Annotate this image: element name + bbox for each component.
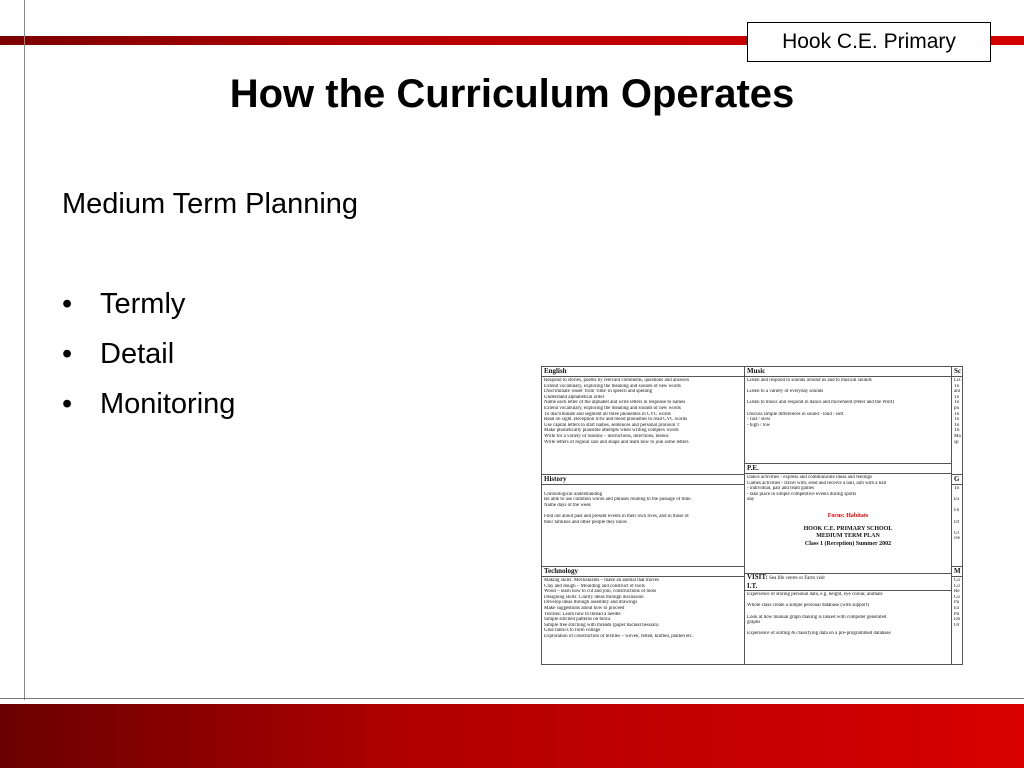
plan-text-line: Ex: [954, 497, 960, 503]
bullet-list: [62, 285, 235, 435]
plan-text-line: Chronological understanding: [544, 491, 603, 497]
science-heading: Sc: [952, 367, 963, 377]
music-body: [745, 377, 951, 429]
plan-text-line: Name each letter of the alphabet and write letters in response to names: [544, 400, 686, 406]
bullet-text: Termly: [100, 288, 186, 320]
pe-body: [745, 474, 951, 504]
plan-text-line: - take place in simple competitive events during sports: [747, 491, 857, 497]
science-section: [952, 367, 963, 475]
bullet-marker: •: [62, 288, 73, 320]
plan-text-line: Dr: [954, 519, 960, 525]
english-body: [542, 377, 744, 446]
visit-label: VISIT:: [747, 574, 768, 581]
plan-text-line: Experience of sorting & classifying data on a pre-programmed database: [747, 631, 891, 637]
plan-title-block: [745, 526, 951, 549]
footer-divider: [0, 698, 1024, 699]
plan-column-left: [542, 367, 745, 665]
plan-text-line: Develop ideas through assembly and drawings: [544, 600, 638, 606]
plan-text-line: Simple free stitching with threads (paper backed hessian): [544, 622, 659, 628]
plan-text-line: Listen to a variety of everyday sounds: [747, 389, 824, 395]
plan-text-line: anl: [954, 389, 961, 395]
plan-text-line: Discriminate 'onset' from 'rime' in speech and spelling: [544, 389, 653, 395]
plan-text-line: - individual, pair and team games: [747, 486, 814, 492]
visit-it-section: [745, 574, 951, 665]
plan-text-line: Whole class create a simple personal database (with support): [747, 603, 869, 609]
plan-text-line: Co: [954, 578, 960, 583]
technology-heading: Technology: [542, 567, 744, 577]
footer-accent-bar: [0, 704, 1024, 768]
history-body: [542, 485, 744, 526]
plan-text-line: Listen and respond to sounds around us and to musical sounds: [747, 378, 872, 383]
plan-text-line: sp: [954, 439, 959, 445]
plan-text-line: day: [747, 497, 755, 503]
music-section: [745, 367, 951, 464]
plan-text-line: Ur: [954, 530, 960, 536]
pe-section: [745, 464, 951, 574]
plan-text-line: Understand alphabetical order: [544, 394, 605, 400]
medium-term-plan-document: [541, 366, 963, 665]
plan-text-line: Simple stitched patterns on binca: [544, 617, 611, 623]
english-heading: English: [542, 367, 744, 377]
plan-text-line: To: [954, 422, 960, 428]
maths-section: [952, 567, 963, 665]
visit-row: [745, 574, 951, 583]
plan-text-line: Look at how manual graph making is linked with computer generated: [747, 614, 887, 620]
visit-text: Sea life centre or Farm visit: [769, 576, 825, 581]
plan-text-line: Discuss simple differences in sound - loud / soft: [747, 411, 844, 417]
bullet-text: Monitoring: [100, 388, 236, 420]
plan-text-line: pu: [954, 405, 959, 411]
plan-title-line: HOOK C.E. PRIMARY SCHOOL: [803, 525, 893, 532]
pe-heading: P.E.: [745, 464, 951, 474]
plan-text-line: Ma: [954, 433, 961, 439]
plan-text-line: Exploration of construction of textiles – woven, felted, knitted, plaited etc.: [544, 633, 694, 639]
plan-text-line: Designing skills: Clarify ideas through discussion: [544, 594, 644, 600]
plan-text-line: Making skills: Mechanisms – make an animal that moves: [544, 578, 659, 583]
plan-text-line: Name days of the week: [544, 502, 591, 508]
plan-text-line: Glue fabrics to form collage: [544, 628, 601, 634]
history-heading: History: [542, 475, 744, 485]
slide-title: How the Curriculum Operates: [229, 72, 795, 116]
plan-text-line: cle: [954, 536, 960, 542]
plan-text-line: Respond to stories, poems by relevant comments, questions and answers: [544, 378, 690, 383]
it-body: [745, 591, 951, 638]
english-section: [542, 367, 744, 475]
bullet-marker: •: [62, 338, 73, 370]
plan-text-line: Be able to use common words and phrases relating to the passage of time.: [544, 497, 692, 503]
music-heading: Music: [745, 367, 951, 377]
plan-title-line: MEDIUM TERM PLAN: [816, 533, 880, 540]
plan-text-line: Co: [954, 594, 960, 600]
plan-column-middle: [745, 367, 952, 665]
plan-text-line: Or: [954, 622, 960, 628]
plan-text-line: Clay and dough – Moulding and construct of tools: [544, 583, 645, 589]
maths-heading: M: [952, 567, 963, 577]
plan-text-line: Dance activities - express and communicate ideas and feelings: [747, 475, 872, 480]
plan-text-line: Fo: [954, 508, 960, 514]
plan-text-line: Textiles: Learn how to thread a needle: [544, 611, 621, 617]
bullet-text: Detail: [100, 338, 175, 370]
plan-text-line: Make phonetically plausible attempts when writing complex words: [544, 428, 679, 434]
plan-text-line: To: [954, 417, 960, 423]
plan-text-line: Write letters of regular size and shape and learn how to join some letters: [544, 439, 689, 445]
plan-text-line: Pa: [954, 600, 959, 606]
plan-text-line: Extend vocabulary, exploring the meaning and sounds of new words: [544, 405, 681, 411]
plan-text-line: To: [954, 394, 960, 400]
plan-text-line: Use capital letters to start names, sentences and personal pronoun 'I': [544, 422, 680, 428]
plan-text-line: - fast / slow: [747, 417, 771, 423]
plan-text-line: Do: [954, 617, 961, 623]
slide-subheading: Medium Term Planning: [62, 188, 359, 220]
plan-text-line: Lis: [954, 378, 961, 383]
plan-text-line: To: [954, 383, 960, 389]
bullet-item: [62, 335, 235, 385]
plan-text-line: Find out about past and present events in their own lives, and in those of: [544, 513, 689, 519]
bullet-marker: •: [62, 388, 73, 420]
plan-text-line: - high / low: [747, 422, 771, 428]
plan-text-line: Wood – learn how to cut and join, constructions of tools: [544, 589, 657, 595]
geography-section: [952, 475, 963, 567]
maths-body: [952, 577, 963, 629]
plan-text-line: graphs: [747, 620, 761, 626]
bullet-item: [62, 285, 235, 335]
plan-text-line: To: [954, 486, 960, 491]
plan-text-line: Listen to music and respond in dance and movement (Peter and the Wolf): [747, 400, 894, 406]
technology-section: [542, 567, 744, 665]
plan-text-line: Write for a variety of reasons – instructions, directions, menus: [544, 433, 669, 439]
plan-text-line: Re: [954, 589, 960, 595]
plan-text-line: Read on sight. Reception h/fw and blend phonemes to read CVC words: [544, 417, 688, 423]
plan-text-line: Ex: [954, 605, 960, 611]
bullet-item: [62, 385, 235, 435]
plan-text-line: Games activities - travel with, send and receive a ball, aim with a ball: [747, 480, 887, 486]
plan-text-line: Experience of storing personal data, e.g. height, eye colour, animals: [747, 592, 883, 598]
it-heading: I.T.: [745, 583, 951, 592]
plan-title-line: Class 1 (Reception) Summer 2002: [804, 540, 892, 547]
science-body: [952, 377, 963, 446]
plan-text-line: To: [954, 411, 960, 417]
plan-text-line: Pu: [954, 611, 960, 617]
plan-text-line: Th: [954, 428, 960, 434]
plan-text-line: their families and other people they know: [544, 519, 628, 525]
plan-text-line: Extend vocabulary, exploring the meaning and sounds of new words: [544, 383, 681, 389]
history-section: [542, 475, 744, 567]
technology-body: [542, 577, 744, 641]
plan-text-line: To: [954, 400, 960, 406]
plan-text-line: Make suggestions about how to proceed: [544, 605, 625, 611]
plan-column-right-cropped: [952, 367, 963, 665]
plan-text-line: Co: [954, 583, 960, 589]
focus-label: Focus: Habitats: [827, 512, 869, 519]
plan-text-line: To discriminate and segment all three phonemes in CVC words: [544, 411, 671, 417]
school-name-box: Hook C.E. Primary: [747, 22, 991, 62]
geography-body: [952, 485, 963, 543]
geography-heading: G: [952, 475, 963, 485]
